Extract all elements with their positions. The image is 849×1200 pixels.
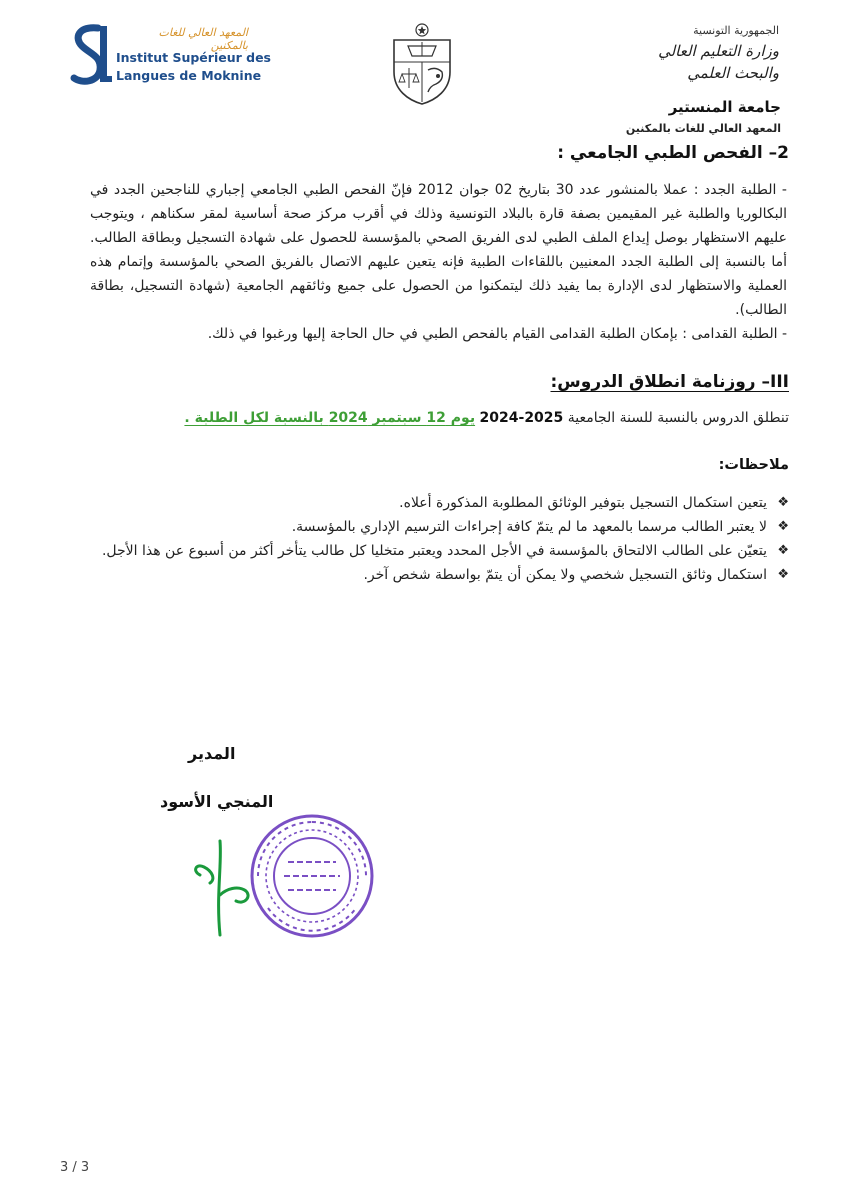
note-text: استكمال وثائق التسجيل شخصي ولا يمكن أن يتمّ بواسطة شخص آخر. — [363, 567, 767, 583]
tunisia-coat-of-arms-icon — [386, 22, 458, 106]
notes-list — [48, 492, 789, 588]
academic-year: 2025-2024 — [479, 410, 564, 426]
list-item — [48, 492, 789, 514]
ministry-line2: والبحث العلمي — [687, 64, 779, 82]
director-name: المنجي الأسود — [160, 792, 274, 811]
director-title: المدير — [188, 744, 236, 763]
list-item — [48, 540, 789, 562]
logo-french-line2: Langues de Moknine — [116, 68, 262, 83]
institute-name: المعهد العالي للغات بالمكنين — [625, 122, 781, 135]
paragraph-new-students: - الطلبة الجدد : عملا بالمنشور عدد 30 بتاريخ 02 جوان 2012 فإنّ الفحص الطبي الجامعي إجباري للناجحين الجدد في البكالوريا والطلبة غير المقيمين بصفة قارة بالبلاد التونسية وذلك في أقرب مركز صحة أساسية لمقر سكناهم ، ويتوجب عليهم الاستظهار بوصل إيداع الملف الطبي لدى الفريق الصحي بالمؤسسة للحصول على شهادة التسجيل وبطاقة الطالب. أما بالنسبة إلى الطلبة الجدد المعنيين باللقاءات الطبية فإنه يتعين عليهم الاتصال بالفريق الصحي بالمؤسسة وإتمام هذه العملية والاستظهار لدى الإدارة بما يفيد ذلك ليتمكنوا من الحصول على جميع وثائقهم الجامعية (شهادة التسجيل، بطاقة الطالب). — [90, 182, 787, 318]
list-item — [48, 564, 789, 586]
logo-french-line1: Institut Supérieur des — [116, 50, 271, 65]
republic-label: الجمهورية التونسية — [693, 24, 779, 37]
note-text: يتعين استكمال التسجيل بتوفير الوثائق المطلوبة المذكورة أعلاه. — [399, 495, 767, 511]
section-medical-body — [90, 178, 787, 346]
section-medical-title: 2– الفحص الطبي الجامعي : — [557, 143, 789, 163]
diamond-bullet-icon: ❖ — [777, 495, 789, 510]
classes-start-prefix: تنطلق الدروس بالنسبة للسنة الجامعية — [567, 410, 789, 426]
university-name: جامعة المنستير — [668, 98, 781, 116]
paragraph-old-students: - الطلبة القدامى : بإمكان الطلبة القدامى القيام بالفحص الطبي في حال الحاجة إليها ورغبوا في ذلك. — [207, 326, 787, 342]
note-text: يتعيّن على الطالب الالتحاق بالمؤسسة في الأجل المحدد ويعتبر متخليا كل طالب يتأخر أكثر من أسبوع عن هذا الأجل. — [101, 543, 767, 559]
diamond-bullet-icon: ❖ — [777, 519, 789, 534]
isl-monogram-icon — [68, 22, 112, 88]
page-number: 3 / 3 — [60, 1160, 90, 1175]
note-text: لا يعتبر الطالب مرسما بالمعهد ما لم يتمّ كافة إجراءات الترسيم الإداري بالمؤسسة. — [291, 519, 767, 535]
section-calendar-title: III– روزنامة انطلاق الدروس: — [550, 372, 789, 392]
classes-start-date: يوم 12 سبتمبر 2024 بالنسبة لكل الطلبة . — [184, 410, 476, 426]
notes-title: ملاحظات: — [718, 457, 789, 473]
logo-arabic-text: المعهد العالي للغات بالمكنين — [158, 26, 248, 52]
ministry-line1: وزارة التعليم العالي — [658, 42, 779, 60]
list-item — [48, 516, 789, 538]
official-stamp-icon — [248, 812, 376, 940]
diamond-bullet-icon: ❖ — [777, 567, 789, 582]
diamond-bullet-icon: ❖ — [777, 543, 789, 558]
institute-logo — [68, 22, 271, 92]
classes-start-line — [184, 410, 789, 426]
